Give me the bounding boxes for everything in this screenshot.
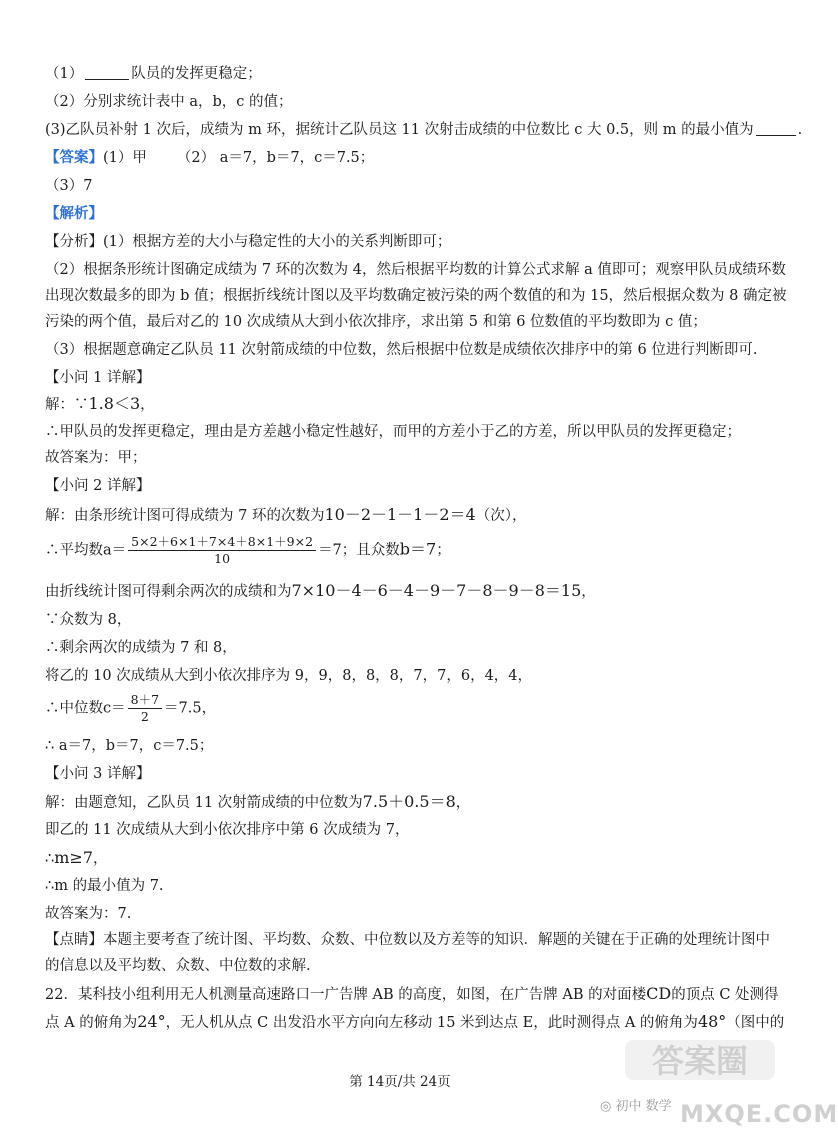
detail-2-line: ∵众数为 8， — [45, 612, 132, 628]
detail-3-line: ∴m≥7， — [45, 848, 108, 867]
detail-1-line: ∴甲队员的发挥更稳定，理由是方差越小稳定性越好，而甲的方差小于乙的方差，所以甲队员的发挥更稳定； — [45, 424, 741, 440]
detail-2-median-line: ∴中位数c＝ $\frac{8+7}{2}$ ＝7.5， — [45, 692, 217, 724]
detail-1-line: 故答案为：甲； — [45, 450, 147, 466]
answer-blank — [85, 65, 129, 80]
wechat-icon: ◎ — [600, 1099, 616, 1114]
detail-3-line: 即乙的 11 次成绩从大到小依次排序中第 6 次成绩为 7， — [45, 822, 410, 838]
analysis-tag: 【解析】 — [45, 205, 103, 222]
answer-line: 【答案】(1）甲 （2） a＝7，b＝7，c＝7.5； — [45, 149, 375, 166]
watermark-domain: MXQE.COM — [680, 1100, 838, 1128]
question-part-3: (3)乙队员补射 1 次后，成绩为 m 环，据统计乙队员这 11 次射击成绩的中位数比 c 大 0.5，则 m 的最小值为 . — [45, 122, 803, 138]
detail-2-line: 将乙的 10 次成绩从大到小依次排序为 9，9，8，8，8，7，7，6，4，4， — [45, 668, 533, 684]
detail-3-line: 故答案为：7. — [45, 906, 132, 922]
analysis-line: 【分析】(1）根据方差的大小与稳定性的大小的关系判断即可； — [45, 234, 452, 250]
page-footer: 第 14页/共 24页 — [349, 1074, 451, 1090]
detail-3-line: 解：由题意知，乙队员 11 次射箭成绩的中位数为7.5＋0.5＝8， — [45, 792, 471, 811]
detail-2-line: 由折线统计图可得剩余两次的成绩和为7×10－4－6－4－9－7－8－9－8＝15， — [45, 581, 596, 600]
detail-3-line: ∴m 的最小值为 7. — [45, 878, 164, 894]
answer-blank — [756, 121, 796, 136]
detail-3-heading: 【小问 3 详解】 — [45, 766, 151, 782]
watermark-text: ◎ 初中 数学 — [600, 1099, 672, 1114]
svg-text:答案圈: 答案圈 — [651, 1042, 749, 1080]
dianjing-line: 【点睛】本题主要考查了统计图、平均数、众数、中位数以及方差等的知识．解题的关键在于正确的处理统计图中 — [45, 932, 770, 948]
answer-tag: 【答案】 — [45, 149, 103, 166]
detail-2-line: 解：由条形统计图可得成绩为 7 环的次数为10－2－1－1－2＝4（次）， — [45, 505, 527, 524]
answer-line-3: （3）7 — [45, 178, 93, 194]
analysis-line: （2）根据条形统计图确定成绩为 7 环的次数为 4，然后根据平均数的计算公式求解 a 值即可；观察甲队员成绩环数 — [45, 262, 786, 278]
watermark-logo-icon — [625, 1030, 785, 1090]
analysis-line: 出现次数最多的即为 b 值；根据折线统计图以及平均数确定被污染的两个数值的和为 15，然后根据众数为 8 确定被 — [45, 288, 787, 304]
detail-1-heading: 【小问 1 详解】 — [45, 370, 151, 386]
question-22-line-2: 点 A 的俯角为24°，无人机从点 C 出发沿水平方向向左移动 15 米到达点 E，此时测得点 A 的俯角为48°（图中的 — [45, 1012, 785, 1031]
detail-2-heading: 【小问 2 详解】 — [45, 478, 151, 494]
question-part-1: （1） 队员的发挥更稳定； — [45, 66, 262, 82]
dianjing-line: 的信息以及平均数、众数、中位数的求解. — [45, 958, 311, 974]
detail-1-line: 解：∵1.8＜3， — [45, 394, 155, 413]
question-22-line-1: 22．某科技小组利用无人机测量高速路口一广告牌 AB 的高度，如图，在广告牌 AB 的对面楼CD的顶点 C 处测得 — [45, 984, 779, 1003]
detail-2-line: ∴剩余两次的成绩为 7 和 8， — [45, 640, 237, 656]
analysis-line: （3）根据题意确定乙队员 11 次射箭成绩的中位数，然后根据中位数是成绩依次排序中的第 6 位进行判断即可. — [45, 342, 758, 358]
question-part-2: （2）分别求统计表中 a，b，c 的值； — [45, 94, 293, 110]
mean-fraction: $\frac{5\times 2+6\times 1+7\times 4+8\times 1+9\times 2}{10}$ — [128, 534, 316, 567]
analysis-line: 污染的两个值，最后对乙的 10 次成绩从大到小依次排序，求出第 5 和第 6 位数值的平均数即为 c 值； — [45, 314, 707, 330]
detail-2-mean-line: ∴平均数a＝ $\frac{5\times 2+6\times 1+7\times 4+8\times 1+9\times 2}{10}$ ＝7；且众数b＝7； — [45, 534, 451, 566]
detail-2-line: ∴ a＝7，b＝7，c＝7.5； — [45, 738, 214, 754]
median-fraction: $\frac{8+7}{2}$ — [128, 692, 162, 725]
